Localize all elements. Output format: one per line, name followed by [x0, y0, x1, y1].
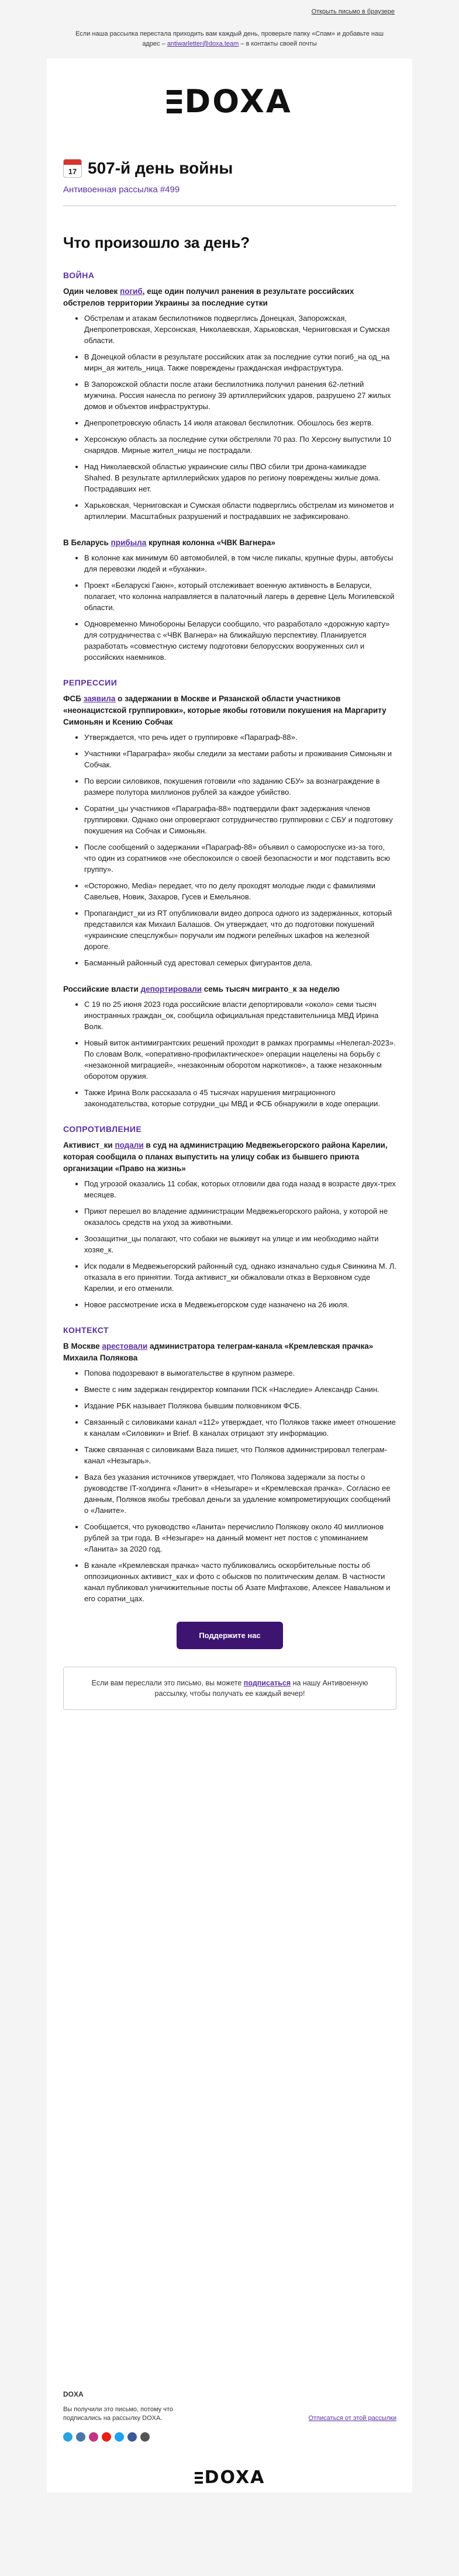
news-block [63, 286, 396, 522]
news-list [63, 313, 396, 522]
source-link[interactable]: депортировали [140, 985, 202, 993]
news-block [63, 537, 396, 663]
unsubscribe-wrap [309, 2405, 396, 2423]
news-lead [63, 693, 396, 728]
list-item: • Связанный с силовиками канал «112» утверждает, что Поляков также имеет отношение к каналам «Силовики» и Brief. В каналах отрицают эту информацию. [84, 1417, 396, 1439]
share-box [63, 1667, 396, 1710]
news-list [63, 999, 396, 1109]
list-item: • Новое рассмотрение иска в Медвежьегорском суде назначено на 26 июля. [84, 1299, 396, 1310]
list-item: • В Запорожской области после атаки беспилотника получил ранения 62-летний мужчина. Россия нанесла по региону 39 артиллерийских ударов, разрушено 27 жилых домов и объектов инфраструктуры. [84, 379, 396, 412]
section-1 [63, 678, 396, 1109]
news-list [63, 1178, 396, 1310]
list-item: • Также Ирина Волк рассказала о 45 тысячах нарушения миграционного законодательства, которые сотрудни_цы МВД и ФСБ обнаружили в ходе операции. [84, 1087, 396, 1109]
list-item: • Иск подали в Медвежьегорский районный суд, однако изначально судья Свинкина М. Л. отказала в его принятии. Тогда активист_ки обжаловали отказ в Верховном суде Карелии, и его отменили. [84, 1261, 396, 1294]
section-label: СОПРОТИВЛЕНИЕ [63, 1124, 142, 1134]
lead-text-tail: в суд на администрацию Медвежьегорского района Карелии, которая сообщила о планах выпустить на улицу собак из бывшего приюта организации «Право на жизнь» [63, 1141, 388, 1173]
lead-text-tail: семь тысяч мигранто_к за неделю [202, 985, 340, 993]
footer-row [63, 2405, 396, 2423]
support-wrap [63, 1622, 396, 1649]
section-label: КОНТЕКСТ [63, 1325, 109, 1335]
telegram-icon[interactable] [63, 2432, 73, 2442]
footer-logo [63, 2467, 396, 2488]
newsletter-card [47, 58, 412, 2492]
news-lead [63, 984, 396, 995]
spam-notice-text: Если наша рассылка перестала приходить вам каждый день, проверьте папку «Спам» и добавьте наш адрес – [75, 30, 384, 47]
social-links [63, 2432, 396, 2442]
section-0 [63, 271, 396, 663]
vk-icon[interactable] [76, 2432, 85, 2442]
list-item: • Обстрелам и атакам беспилотников подверглись Донецкая, Запорожская, Днепропетровская, Херсонская, Николаевская, Харьковская, Черниговская и Сумская области. [84, 313, 396, 346]
news-list [63, 732, 396, 968]
list-item: • Утверждается, что речь идет о группировке «Параграф-88». [84, 732, 396, 743]
share-text-tail: на нашу Антивоенную рассылку, чтобы получать ее каждый вечер! [154, 1679, 368, 1698]
source-link[interactable]: арестовали [102, 1342, 148, 1351]
list-item: • Зоозащитни_цы полагают, что собаки не выживут на улице и им необходимо найти хозяе_к. [84, 1233, 396, 1255]
list-item: • Над Николаевской областью украинские силы ПВО сбили три дрона-камикадзе Shahed. В результате артиллерийских ударов по региону повреждены жилые дома. Пострадавших нет. [84, 461, 396, 494]
news-block [63, 984, 396, 1109]
list-item: • Baza без указания источников утверждает, что Полякова задержали за посты о руководстве IT-холдинга «Ланит» в «Незыгаре» и «Кремлевская прачка». Согласно ее данным, Поляков якобы требовал деньги за удаление компрометирующих сообщений о «Ланите». [84, 1471, 396, 1516]
source-link[interactable]: погиб [120, 287, 143, 296]
logo-text: DOXA [184, 83, 292, 120]
news-lead [63, 1341, 396, 1364]
lead-text: Российские власти [63, 985, 141, 993]
news-list [63, 1367, 396, 1604]
footer-note: Вы получили это письмо, потому что подписались на рассылку DOXA. [63, 2406, 173, 2422]
issue-header [63, 159, 396, 206]
section-label: РЕПРЕССИИ [63, 678, 118, 687]
list-item: • Также связанная с силовиками Baza пишет, что Поляков администрировал телеграм-канал «Незыгарь». [84, 1444, 396, 1466]
support-button[interactable]: Поддержите нас [177, 1622, 282, 1649]
footer [63, 2390, 396, 2488]
calendar-icon: 17 [63, 159, 82, 178]
lead-text: Один человек [63, 287, 120, 296]
section-3 [63, 1325, 396, 1604]
source-link[interactable]: подали [115, 1141, 144, 1149]
share-text: Если вам переслали это письмо, вы можете [91, 1679, 244, 1687]
list-item: • Одновременно Минобороны Беларуси сообщило, что разработало «дорожную карту» для сотрудничества с «ЧВК Вагнера» на ближайшую перспективу. Планируется разработать «совместную систему подготовки белорусских вооруженных сил и российских наемников. [84, 618, 396, 663]
list-item: • В канале «Кремлевская прачка» часто публиковались оскорбительные посты об оппозиционных активист_ках и фото с обысков по политическим делам. В частности канал публиковал уничижительные посты об Азате Мифтахове, Алексее Навальном и его соратни_цах. [84, 1560, 396, 1604]
view-in-browser-link[interactable]: Открыть письмо в браузере [311, 8, 395, 15]
list-item: • С 19 по 25 июня 2023 года российские власти депортировали «около» семи тысяч иностранных граждан_ок, сообщила официальная представительница МВД Ирина Волк. [84, 999, 396, 1032]
list-item: • Пропагандист_ки из RT опубликовали видео допроса одного из задержанных, который представился как Михаил Балашов. Он утверждает, что до подготовки покушений «украинские спецслужбы» поручали им поджоги релейных шкафов на железной дороге. [84, 908, 396, 952]
news-block [63, 1341, 396, 1604]
list-item: • После сообщений о задержании «Параграф-88» объявил о самороспуске из-за того, что один из соратников «не обеспокоился о своей безопасности и мог подставить всю группу». [84, 842, 396, 875]
list-item: • Под угрозой оказались 11 собак, которых отловили два года назад в возрасте двух-трех месяцев. [84, 1178, 396, 1200]
list-item: • Сообщается, что руководство «Ланита» перечислило Полякову около 40 миллионов рублей за три года. В «Незыгаре» на данный момент нет постов с упоминанием «Ланита» за 2020 год. [84, 1521, 396, 1554]
news-list [63, 552, 396, 663]
twitter-icon[interactable] [115, 2432, 124, 2442]
divider [63, 205, 396, 206]
list-item: • Херсонскую область за последние сутки обстреляли 70 раз. По Херсону выпустили 10 снарядов. Мирные жител_ницы не пострадали. [84, 434, 396, 456]
doxa-logo [47, 83, 412, 120]
spam-notice [66, 29, 394, 49]
day-title [63, 159, 396, 178]
source-link[interactable]: прибыла [111, 538, 147, 547]
lead-text-tail: администратора телеграм-канала «Кремлевская прачка» Михаила Полякова [63, 1342, 374, 1362]
section-2 [63, 1124, 396, 1310]
footer-logo-text: DOXA [204, 2467, 265, 2488]
list-item: • Вместе с ним задержан гендиректор компании ПСК «Наследие» Александр Санин. [84, 1384, 396, 1395]
content [63, 234, 396, 1710]
spam-notice-tail: – в контакты своей почты [240, 40, 317, 47]
news-lead [63, 537, 396, 549]
unsubscribe-link[interactable]: Отписаться от этой рассылки [308, 2415, 396, 2422]
lead-text-tail: крупная колонна «ЧВК Вагнера» [146, 538, 276, 547]
view-in-browser [0, 0, 459, 15]
list-item: • Приют перешел во владение администрации Медвежьегорского района, у которой не оказалось средств на уход за животными. [84, 1206, 396, 1228]
list-item: • Харьковская, Черниговская и Сумская области подверглись обстрелам из минометов и артиллерии. Масштабных разрушений и пострадавших не зафиксировано. [84, 500, 396, 522]
list-item: • Участники «Параграфа» якобы следили за местами работы и проживания Симоньян и Собчак. [84, 748, 396, 770]
instagram-icon[interactable] [89, 2432, 98, 2442]
list-item: • Новый виток антимигрантских решений проходит в рамках программы «Нелегал-2023». По словам Волк, «оперативно-профилактическое» операции нацелены на борьбу с «незаконной миграцией», «незаконным оборотом наркотиков», а также незаконным оборотом оружия. [84, 1037, 396, 1082]
issue-number: Антивоенная рассылка #499 [63, 185, 180, 195]
logo-bars-icon [167, 90, 182, 113]
email-address-link[interactable]: antiwarletter@doxa.team [167, 40, 239, 47]
section-label: ВОЙНА [63, 271, 95, 280]
footer-brand: DOXA [63, 2390, 84, 2398]
list-item: • Днепропетровскую область 14 июля атаковал беспилотник. Обошлось без жертв. [84, 417, 396, 428]
list-item: • Соратни_цы участников «Параграфа-88» подтвердили факт задержания членов группировки. Однако они опровергают сотрудничество группировки с СБУ и подготовку покушения на Собчак и Симоньян. [84, 803, 396, 836]
subscribe-link[interactable]: подписаться [243, 1679, 291, 1687]
youtube-icon[interactable] [102, 2432, 111, 2442]
news-lead [63, 286, 396, 309]
sections [63, 271, 396, 1604]
lead-text-tail: о задержании в Москве и Рязанской области участников «неонацистской группировки», которые якобы готовили покушения на Маргариту Симоньян и Ксению Собчак [63, 694, 386, 726]
list-item: • Проект «Беларускi Гаюн», который отслеживает военную активность в Беларуси, полагает, что колонна направляется в палаточный лагерь в деревне Цель Могилевской области. [84, 580, 396, 613]
list-item: • В колонне как минимум 60 автомобилей, в том числе пикапы, крупные фуры, автобусы для перевозки людей и «буханки». [84, 552, 396, 574]
lead-text-tail: , еще один получил ранения в результате российских обстрелов территории Украины за последние сутки [63, 287, 354, 307]
news-block [63, 1140, 396, 1310]
lead-text: В Беларусь [63, 538, 111, 547]
main-heading: Что произошло за день? [63, 234, 250, 251]
list-item: • «Осторожно, Media» передает, что по делу проходят молодые люди с фамилиями Савельев, Новик, Захаров, Гусев и Емельянов. [84, 880, 396, 902]
lead-text: В Москве [63, 1342, 102, 1351]
footer-logo-bars-icon [195, 2472, 203, 2484]
source-link[interactable]: заявила [83, 694, 116, 703]
list-item: • В Донецкой области в результате российских атак за последние сутки погиб_на од_на мирн_ая житель_ница. Также повреждены гражданская инфраструктура. [84, 351, 396, 373]
web-icon[interactable] [140, 2432, 150, 2442]
lead-text: ФСБ [63, 694, 84, 703]
news-lead [63, 1140, 396, 1175]
list-item: • Басманный районный суд арестовал семерых фигурантов дела. [84, 957, 396, 968]
list-item: • По версии силовиков, покушения готовили «по заданию СБУ» за вознаграждение в размере полутора миллионов рублей за каждое убийство. [84, 775, 396, 798]
list-item: • Издание РБК называет Полякова бывшим полковником ФСБ. [84, 1400, 396, 1411]
list-item: • Попова подозревают в вымогательстве в крупном размере. [84, 1367, 396, 1379]
news-block [63, 693, 396, 968]
day-title-text: 507-й день войны [88, 159, 233, 177]
lead-text: Активист_ки [63, 1141, 115, 1149]
facebook-icon[interactable] [127, 2432, 137, 2442]
